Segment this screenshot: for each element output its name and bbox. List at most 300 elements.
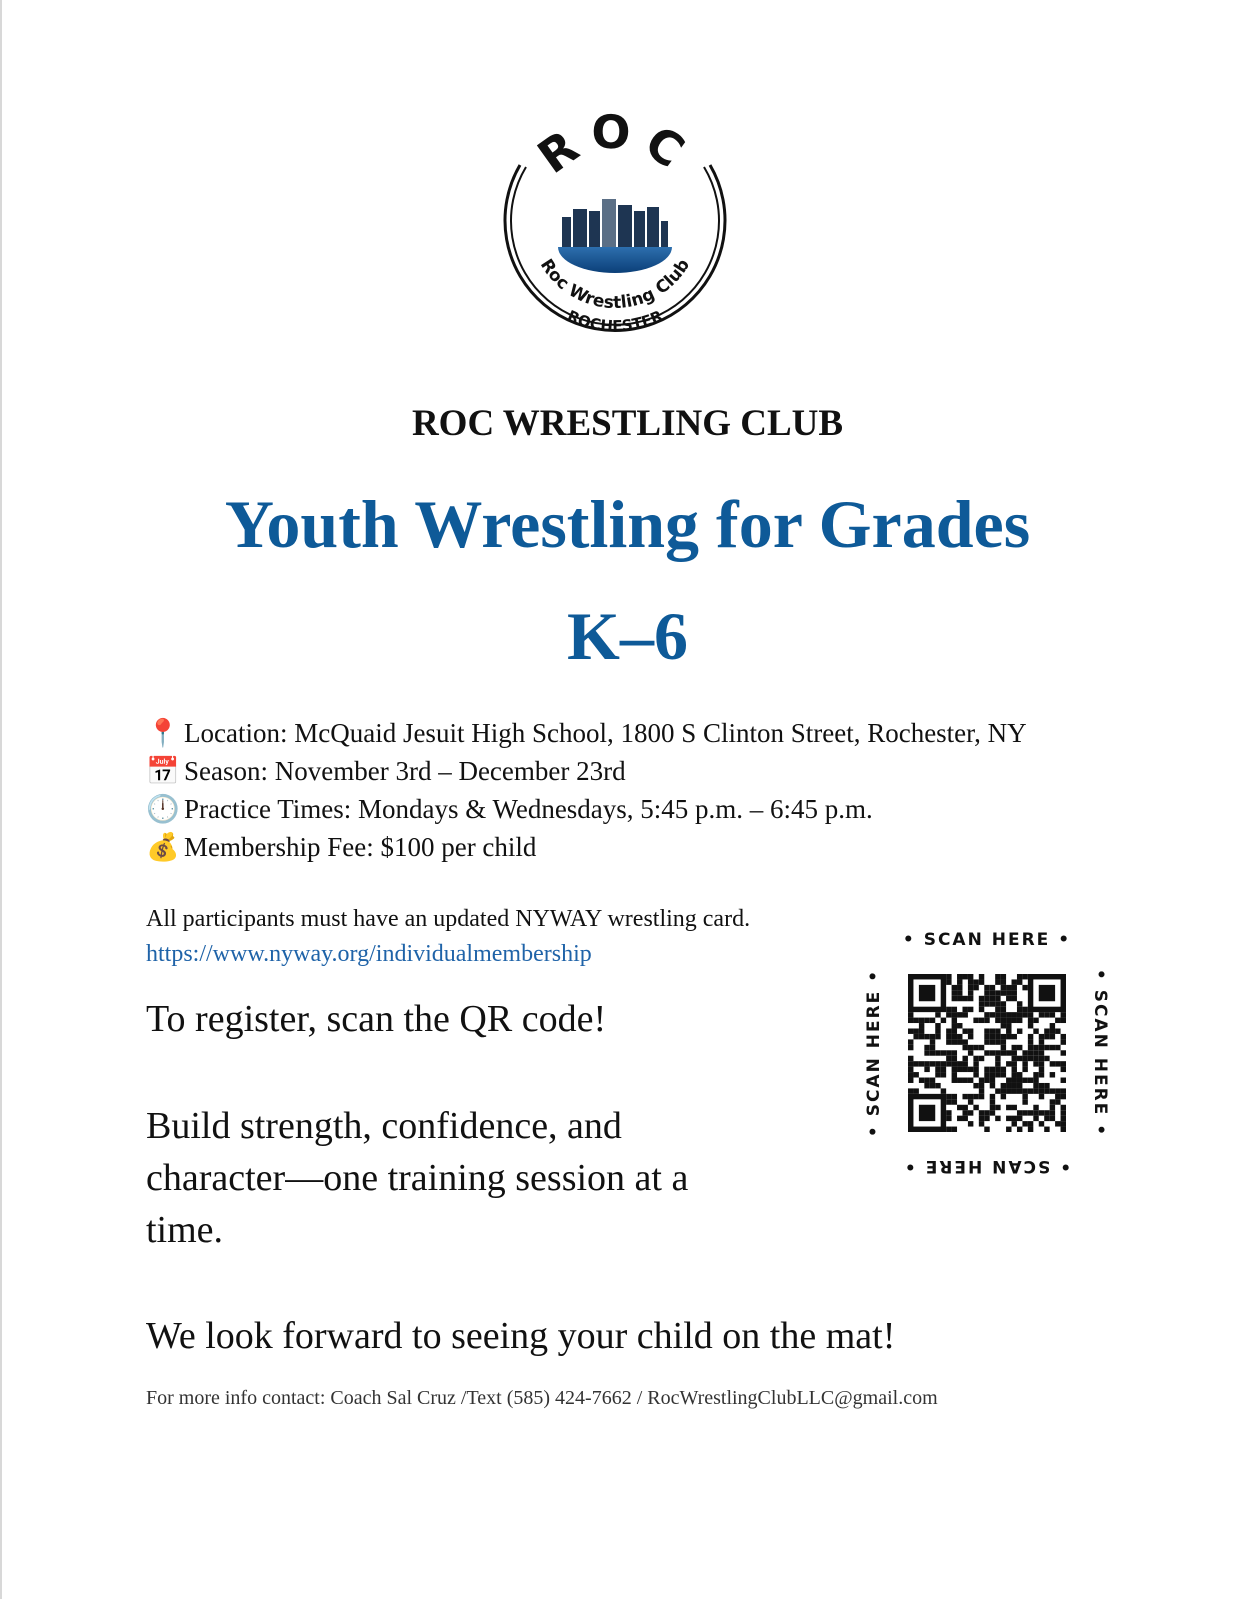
qr-module (1017, 1083, 1022, 1088)
qr-module (935, 1034, 940, 1039)
qr-module (1001, 1072, 1006, 1077)
qr-module (1022, 1121, 1027, 1126)
qr-module (1061, 1018, 1066, 1023)
qr-module (973, 1061, 978, 1066)
qr-module (1033, 1056, 1038, 1061)
qr-module (1017, 1045, 1022, 1050)
qr-module (990, 1067, 995, 1072)
qr-module (962, 996, 967, 1001)
qr-code[interactable] (908, 974, 1066, 1132)
page-edge (0, 0, 2, 1599)
qr-module (913, 1088, 918, 1093)
qr-module (1001, 1023, 1006, 1028)
qr-module (1012, 1083, 1017, 1088)
qr-module (935, 1028, 940, 1033)
detail-location (146, 714, 1027, 752)
qr-module (979, 1007, 984, 1012)
qr-module (930, 1045, 935, 1050)
qr-module (930, 1039, 935, 1044)
qr-module (1012, 996, 1017, 1001)
nyway-text: All participants must have an updated NYWAY wrestling card. (146, 906, 751, 932)
qr-module (995, 996, 1000, 1001)
qr-module (968, 1121, 973, 1126)
qr-module (1017, 1007, 1022, 1012)
qr-module (946, 1050, 951, 1055)
qr-module (952, 1007, 957, 1012)
qr-module (1001, 1034, 1006, 1039)
qr-module (995, 1050, 1000, 1055)
qr-module (957, 1023, 962, 1028)
qr-module (984, 1078, 989, 1083)
qr-module (1050, 1110, 1055, 1115)
qr-module (1017, 1088, 1022, 1093)
qr-module (1017, 1127, 1022, 1132)
qr-module (973, 1045, 978, 1050)
qr-module (968, 974, 973, 979)
qr-module (1022, 974, 1027, 979)
qr-module (968, 1099, 973, 1104)
qr-module (995, 1039, 1000, 1044)
qr-module (935, 1061, 940, 1066)
qr-module (995, 974, 1000, 979)
qr-module (1012, 1105, 1017, 1110)
qr-module (1006, 1023, 1011, 1028)
qr-module (1028, 1018, 1033, 1023)
qr-module (919, 1023, 924, 1028)
qr-module (984, 1116, 989, 1121)
qr-finder-center (919, 985, 935, 1001)
qr-module (941, 1018, 946, 1023)
scan-here-right: • SCAN HERE • (1090, 968, 1110, 1138)
qr-module (935, 1050, 940, 1055)
qr-module (1039, 1034, 1044, 1039)
qr-module (1001, 979, 1006, 984)
qr-module (1006, 1018, 1011, 1023)
qr-module (924, 1061, 929, 1066)
qr-module (995, 1061, 1000, 1066)
qr-module (1006, 1028, 1011, 1033)
qr-module (946, 1028, 951, 1033)
qr-module (930, 1078, 935, 1083)
qr-module (1022, 1061, 1027, 1066)
qr-module (957, 979, 962, 984)
qr-module (1033, 1028, 1038, 1033)
qr-module (1050, 1105, 1055, 1110)
qr-module (1028, 1127, 1033, 1132)
qr-module (957, 1012, 962, 1017)
qr-module (957, 974, 962, 979)
qr-module (995, 1034, 1000, 1039)
svg-text:ROC (528, 105, 702, 184)
qr-module (1033, 1110, 1038, 1115)
qr-module (946, 1099, 951, 1104)
qr-module (1001, 1018, 1006, 1023)
detail-text: Membership Fee: $100 per child (184, 832, 537, 862)
qr-module (913, 1034, 918, 1039)
qr-module (973, 985, 978, 990)
qr-module (1001, 985, 1006, 990)
qr-module (1017, 1116, 1022, 1121)
register-text: To register, scan the QR code! (146, 998, 607, 1040)
calendar-icon: 📅 (146, 756, 180, 786)
qr-module (1006, 1012, 1011, 1017)
qr-module (962, 1067, 967, 1072)
qr-module (1001, 1088, 1006, 1093)
main-title-line1: Youth Wrestling for Grades (224, 486, 1031, 562)
roc-logo (490, 105, 740, 355)
qr-module (968, 979, 973, 984)
qr-module (1033, 1072, 1038, 1077)
qr-module (1050, 1012, 1055, 1017)
qr-module (908, 1078, 913, 1083)
qr-module (946, 1012, 951, 1017)
qr-module (930, 1034, 935, 1039)
qr-module (962, 1094, 967, 1099)
main-title-line2: K–6 (567, 598, 688, 674)
qr-module (995, 1072, 1000, 1077)
qr-module (990, 996, 995, 1001)
qr-module (1006, 985, 1011, 990)
qr-module (1006, 1083, 1011, 1088)
qr-module (1044, 1028, 1049, 1033)
qr-module (984, 985, 989, 990)
detail-fee (146, 828, 1027, 866)
qr-module (984, 1012, 989, 1017)
qr-module (946, 979, 951, 984)
qr-module (968, 1078, 973, 1083)
qr-module (908, 1045, 913, 1050)
qr-module (1033, 1078, 1038, 1083)
qr-module (1001, 1094, 1006, 1099)
qr-module (1006, 990, 1011, 995)
qr-module (1044, 1034, 1049, 1039)
qr-module (1039, 1039, 1044, 1044)
qr-module (990, 1039, 995, 1044)
qr-module (1022, 985, 1027, 990)
qr-module (968, 990, 973, 995)
qr-module (924, 1078, 929, 1083)
qr-module (930, 1050, 935, 1055)
qr-module (941, 1067, 946, 1072)
qr-module (935, 1083, 940, 1088)
qr-module (946, 1110, 951, 1115)
qr-module (952, 985, 957, 990)
qr-module (957, 1039, 962, 1044)
qr-module (908, 1072, 913, 1077)
qr-module (984, 1001, 989, 1006)
qr-module (990, 1110, 995, 1115)
qr-module (962, 1056, 967, 1061)
qr-module (990, 1099, 995, 1104)
qr-module (1006, 996, 1011, 1001)
qr-module (1012, 1116, 1017, 1121)
qr-module (1028, 1121, 1033, 1126)
qr-module (962, 1110, 967, 1115)
qr-module (1028, 1023, 1033, 1028)
qr-module (1039, 1072, 1044, 1077)
qr-module (1055, 1121, 1060, 1126)
qr-module (1061, 1116, 1066, 1121)
qr-module (979, 1110, 984, 1115)
qr-module (1028, 1078, 1033, 1083)
qr-module (1012, 1067, 1017, 1072)
qr-module (946, 1056, 951, 1061)
qr-module (990, 1012, 995, 1017)
qr-module (1050, 1061, 1055, 1066)
qr-module (946, 1034, 951, 1039)
qr-module (962, 1028, 967, 1033)
qr-module (1022, 1094, 1027, 1099)
qr-module (952, 1023, 957, 1028)
qr-module (1006, 1105, 1011, 1110)
qr-module (1006, 1088, 1011, 1093)
qr-module (1017, 974, 1022, 979)
qr-module (995, 1056, 1000, 1061)
qr-module (979, 1078, 984, 1083)
qr-module (984, 1018, 989, 1023)
qr-module (968, 1110, 973, 1115)
qr-module (952, 1056, 957, 1061)
qr-module (1050, 1034, 1055, 1039)
qr-module (952, 1018, 957, 1023)
qr-module (952, 1094, 957, 1099)
qr-module (952, 1099, 957, 1104)
qr-module (1033, 1088, 1038, 1093)
scan-here-bottom: • SCAN HERE • (902, 1156, 1072, 1176)
scan-here-top: • SCAN HERE • (902, 930, 1072, 950)
qr-module (935, 1072, 940, 1077)
qr-module (962, 1105, 967, 1110)
qr-module (1028, 1045, 1033, 1050)
qr-module (1039, 1067, 1044, 1072)
scan-here-left: • SCAN HERE • (864, 968, 884, 1138)
qr-module (1001, 1007, 1006, 1012)
qr-module (1012, 985, 1017, 990)
qr-module (946, 1061, 951, 1066)
qr-module (1006, 1127, 1011, 1132)
qr-module (1012, 979, 1017, 984)
qr-module (946, 974, 951, 979)
qr-module (1022, 1110, 1027, 1115)
qr-module (1061, 1067, 1066, 1072)
qr-module (1061, 1105, 1066, 1110)
qr-module (1017, 1072, 1022, 1077)
qr-module (968, 1028, 973, 1033)
qr-module (946, 1094, 951, 1099)
qr-module (984, 1072, 989, 1077)
qr-module (973, 1083, 978, 1088)
qr-module (995, 1012, 1000, 1017)
qr-module (990, 1034, 995, 1039)
qr-module (952, 1127, 957, 1132)
qr-module (1001, 974, 1006, 979)
qr-code-block[interactable] (862, 928, 1112, 1178)
clock-icon: 🕛 (146, 794, 180, 824)
qr-module (924, 1083, 929, 1088)
qr-module (1028, 1012, 1033, 1017)
qr-module (1017, 1018, 1022, 1023)
qr-module (941, 1061, 946, 1066)
qr-module (973, 1067, 978, 1072)
qr-module (1012, 1088, 1017, 1093)
qr-module (1055, 1099, 1060, 1104)
qr-module (968, 1034, 973, 1039)
qr-module (1055, 1088, 1060, 1093)
qr-module (941, 1088, 946, 1093)
qr-module (984, 1110, 989, 1115)
qr-module (979, 1121, 984, 1126)
qr-module (1061, 1127, 1066, 1132)
qr-module (957, 1034, 962, 1039)
qr-module (1028, 1034, 1033, 1039)
qr-module (1028, 1056, 1033, 1061)
qr-module (1017, 1056, 1022, 1061)
qr-module (1006, 1116, 1011, 1121)
qr-module (990, 1028, 995, 1033)
closing-text: We look forward to seeing your child on the mat! (146, 1315, 896, 1357)
qr-module (968, 1094, 973, 1099)
qr-module (1061, 1050, 1066, 1055)
qr-module (1061, 1094, 1066, 1099)
qr-module (1012, 1078, 1017, 1083)
qr-module (973, 1018, 978, 1023)
qr-module (1055, 1045, 1060, 1050)
qr-module (908, 1028, 913, 1033)
qr-module (995, 979, 1000, 984)
qr-module (930, 1018, 935, 1023)
qr-module (1055, 1061, 1060, 1066)
qr-module (935, 1012, 940, 1017)
qr-module (1028, 1088, 1033, 1093)
qr-module (1061, 1012, 1066, 1017)
qr-module (919, 1034, 924, 1039)
qr-module (973, 1056, 978, 1061)
nyway-link[interactable]: https://www.nyway.org/individualmembership (146, 941, 592, 967)
qr-module (973, 979, 978, 984)
pin-icon: 📍 (146, 718, 180, 748)
qr-module (979, 1056, 984, 1061)
qr-module (1012, 1050, 1017, 1055)
qr-module (930, 1083, 935, 1088)
qr-module (1044, 1045, 1049, 1050)
qr-module (979, 996, 984, 1001)
qr-module (984, 1050, 989, 1055)
qr-module (1044, 1127, 1049, 1132)
qr-module (952, 990, 957, 995)
qr-module (990, 1083, 995, 1088)
detail-text: Practice Times: Mondays & Wednesdays, 5:45 p.m. – 6:45 p.m. (184, 794, 873, 824)
qr-module (1022, 1099, 1027, 1104)
qr-module (995, 1007, 1000, 1012)
qr-module (1061, 1034, 1066, 1039)
club-name: ROC WRESTLING CLUB (411, 403, 844, 444)
qr-module (1044, 1116, 1049, 1121)
qr-module (946, 1039, 951, 1044)
qr-module (952, 1034, 957, 1039)
qr-module (1039, 1050, 1044, 1055)
qr-module (957, 1105, 962, 1110)
qr-module (1033, 1061, 1038, 1066)
qr-module (968, 985, 973, 990)
qr-module (995, 1001, 1000, 1006)
details-list (146, 714, 1027, 866)
qr-module (1006, 1078, 1011, 1083)
qr-module (913, 1061, 918, 1066)
qr-module (984, 1028, 989, 1033)
qr-module (995, 1018, 1000, 1023)
qr-module (962, 1045, 967, 1050)
qr-module (1001, 1050, 1006, 1055)
qr-module (1039, 1045, 1044, 1050)
qr-module (984, 990, 989, 995)
qr-module (984, 996, 989, 1001)
qr-module (1022, 1088, 1027, 1093)
qr-module (984, 1039, 989, 1044)
qr-module (1044, 1012, 1049, 1017)
qr-module (1044, 1056, 1049, 1061)
qr-module (919, 1018, 924, 1023)
qr-module (968, 1007, 973, 1012)
qr-module (995, 1105, 1000, 1110)
qr-module (1006, 1061, 1011, 1066)
logo-top-text: ROC (527, 105, 703, 185)
qr-module (990, 1050, 995, 1055)
qr-module (990, 1001, 995, 1006)
qr-module (1050, 1116, 1055, 1121)
qr-module (995, 1088, 1000, 1093)
qr-module (1061, 1121, 1066, 1126)
qr-module (1039, 1088, 1044, 1093)
qr-module (979, 1116, 984, 1121)
qr-module (1017, 1001, 1022, 1006)
qr-module (952, 1028, 957, 1033)
qr-module (1012, 1045, 1017, 1050)
qr-module (946, 1127, 951, 1132)
qr-module (1001, 1001, 1006, 1006)
qr-module (957, 996, 962, 1001)
qr-module (930, 1061, 935, 1066)
qr-module (1012, 1056, 1017, 1061)
qr-module (1039, 1012, 1044, 1017)
qr-module (952, 1050, 957, 1055)
qr-module (946, 1116, 951, 1121)
qr-module (968, 996, 973, 1001)
qr-finder-center (1039, 985, 1055, 1001)
qr-module (1044, 1083, 1049, 1088)
qr-module (957, 990, 962, 995)
qr-module (919, 1061, 924, 1066)
qr-module (957, 1061, 962, 1066)
qr-module (1012, 1034, 1017, 1039)
qr-module (1044, 1110, 1049, 1115)
qr-module (924, 1067, 929, 1072)
qr-module (908, 1018, 913, 1023)
qr-module (1033, 1105, 1038, 1110)
qr-module (990, 1072, 995, 1077)
qr-module (1001, 1067, 1006, 1072)
qr-module (913, 1018, 918, 1023)
qr-module (1001, 1083, 1006, 1088)
qr-module (995, 1028, 1000, 1033)
qr-module (952, 1012, 957, 1017)
qr-module (952, 996, 957, 1001)
qr-module (962, 1061, 967, 1066)
qr-module (1055, 1028, 1060, 1033)
qr-module (952, 1039, 957, 1044)
qr-module (1012, 990, 1017, 995)
qr-module (1001, 1045, 1006, 1050)
qr-module (913, 1072, 918, 1077)
